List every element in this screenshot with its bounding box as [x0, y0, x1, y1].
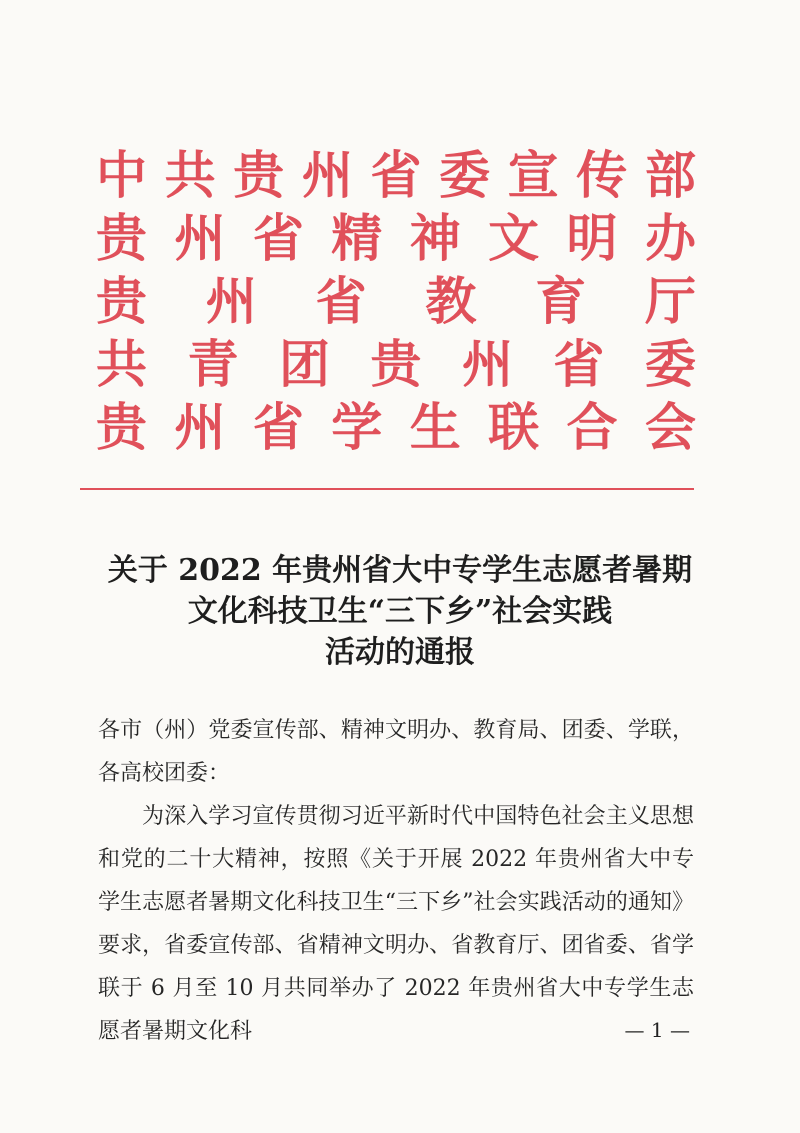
header-char: 省: [252, 399, 304, 458]
header-line-5: [96, 399, 696, 458]
header-char: 中: [96, 147, 148, 206]
title-line-3: 活动的通报: [325, 635, 475, 670]
header-char: 省: [315, 273, 367, 332]
header-char: 合: [566, 399, 618, 458]
header-char: 部: [644, 147, 696, 206]
issuing-authorities-header: [96, 147, 696, 465]
header-char: 委: [439, 147, 491, 206]
header-char: 贵: [370, 336, 422, 395]
header-char: 教: [425, 273, 477, 332]
header-char: 青: [187, 336, 239, 395]
document-title: [0, 550, 800, 673]
document-body: [98, 709, 694, 1053]
header-char: 文: [488, 210, 540, 269]
header-char: 省: [370, 147, 422, 206]
header-line-2: [96, 210, 696, 269]
header-char: 州: [205, 273, 257, 332]
header-char: 办: [644, 210, 696, 269]
title-line-1: 关于 2022 年贵州省大中专学生志愿者暑期: [107, 553, 693, 588]
header-char: 宣: [507, 147, 559, 206]
page-number: — 1 —: [624, 1018, 690, 1042]
header-char: 神: [409, 210, 461, 269]
header-char: 共: [96, 336, 148, 395]
header-char: 省: [553, 336, 605, 395]
header-char: 传: [576, 147, 628, 206]
header-char: 厅: [644, 273, 696, 332]
header-char: 育: [535, 273, 587, 332]
header-char: 委: [644, 336, 696, 395]
header-char: 团: [278, 336, 330, 395]
header-char: 州: [174, 210, 226, 269]
header-char: 精: [331, 210, 383, 269]
header-char: 学: [331, 399, 383, 458]
header-line-4: [96, 336, 696, 395]
header-char: 贵: [96, 399, 148, 458]
header-line-3: [96, 273, 696, 332]
body-paragraph-1: 为深入学习宣传贯彻习近平新时代中国特色社会主义思想和党的二十大精神，按照《关于开展 2022 年贵州省大中专学生志愿者暑期文化科技卫生“三下乡”社会实践活动的通知》要求，省委宣传部、省精神文明办、省教育厅、团省委、省学联于 6 月至 10 月共同举办了 2022 年贵州省大中专学生志愿者暑期文化科: [98, 804, 694, 1044]
red-separator-line: [80, 488, 694, 490]
header-char: 贵: [233, 147, 285, 206]
header-line-1: [96, 147, 696, 206]
header-char: 州: [461, 336, 513, 395]
header-char: 州: [174, 399, 226, 458]
header-char: 生: [409, 399, 461, 458]
header-char: 贵: [96, 210, 148, 269]
header-char: 省: [252, 210, 304, 269]
addressee: 各市（州）党委宣传部、精神文明办、教育局、团委、学联，各高校团委：: [98, 718, 694, 786]
header-char: 会: [644, 399, 696, 458]
header-char: 明: [566, 210, 618, 269]
title-line-2: 文化科技卫生“三下乡”社会实践: [187, 594, 613, 629]
header-char: 州: [301, 147, 353, 206]
header-char: 联: [488, 399, 540, 458]
header-char: 贵: [96, 273, 148, 332]
header-char: 共: [164, 147, 216, 206]
